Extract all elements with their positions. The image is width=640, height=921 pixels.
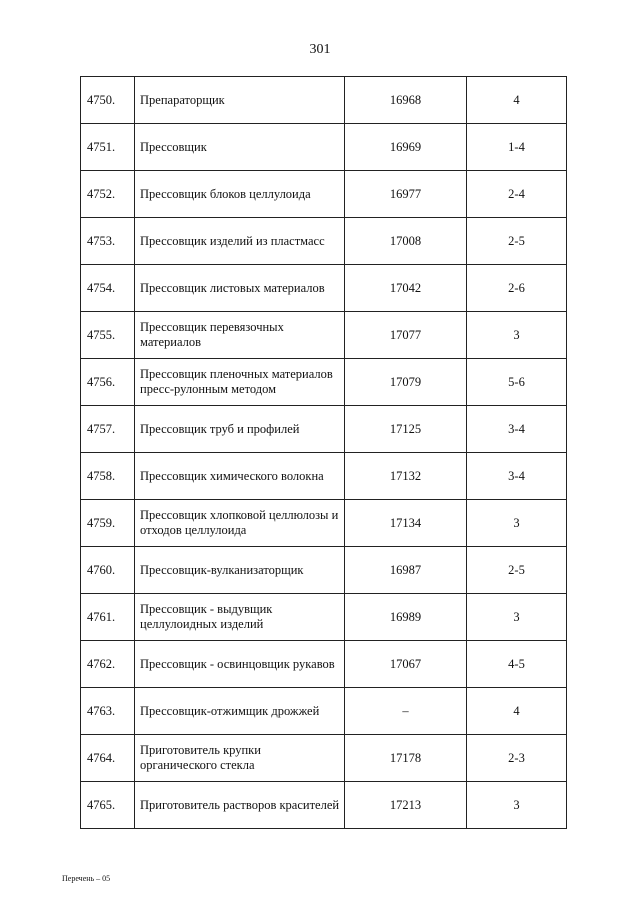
grade-range-cell: 2-5 [467,218,567,265]
profession-code-cell: 16977 [345,171,467,218]
profession-name-cell: Прессовщик изделий из пластмасс [135,218,345,265]
row-number-cell: 4759. [81,500,135,547]
profession-code-cell: 16989 [345,594,467,641]
profession-code-cell: 17125 [345,406,467,453]
row-number-cell: 4754. [81,265,135,312]
profession-name-cell: Прессовщик - выдувщик целлулоидных изделий [135,594,345,641]
table-row [81,265,567,312]
grade-range-cell: 3 [467,782,567,829]
row-number-cell: 4763. [81,688,135,735]
table-row [81,547,567,594]
profession-code-cell: 17213 [345,782,467,829]
row-number-cell: 4753. [81,218,135,265]
row-number-cell: 4750. [81,77,135,124]
table-row [81,688,567,735]
profession-name-cell: Прессовщик труб и профилей [135,406,345,453]
grade-range-cell: 3-4 [467,406,567,453]
table-row [81,218,567,265]
row-number-cell: 4756. [81,359,135,406]
grade-range-cell: 3-4 [467,453,567,500]
row-number-cell: 4761. [81,594,135,641]
profession-code-cell: 17067 [345,641,467,688]
row-number-cell: 4764. [81,735,135,782]
table-body [81,77,567,829]
grade-range-cell: 4-5 [467,641,567,688]
profession-code-cell: 17077 [345,312,467,359]
profession-code-cell: 16969 [345,124,467,171]
row-number-cell: 4760. [81,547,135,594]
profession-code-cell: 17079 [345,359,467,406]
table-row [81,641,567,688]
grade-range-cell: 1-4 [467,124,567,171]
profession-name-cell: Прессовщик перевязочных материалов [135,312,345,359]
profession-code-cell: – [345,688,467,735]
table-row [81,735,567,782]
profession-code-cell: 17008 [345,218,467,265]
profession-name-cell: Прессовщик хлопковой целлюлозы и отходов целлулоида [135,500,345,547]
table-row [81,359,567,406]
table-row [81,124,567,171]
grade-range-cell: 2-6 [467,265,567,312]
profession-code-cell: 16987 [345,547,467,594]
row-number-cell: 4751. [81,124,135,171]
table-row [81,453,567,500]
table-row [81,77,567,124]
grade-range-cell: 3 [467,594,567,641]
row-number-cell: 4765. [81,782,135,829]
profession-table [80,76,567,829]
row-number-cell: 4752. [81,171,135,218]
grade-range-cell: 3 [467,500,567,547]
grade-range-cell: 2-4 [467,171,567,218]
page-number: 301 [309,42,331,57]
profession-name-cell: Прессовщик [135,124,345,171]
grade-range-cell: 4 [467,77,567,124]
grade-range-cell: 2-3 [467,735,567,782]
row-number-cell: 4757. [81,406,135,453]
profession-name-cell: Приготовитель растворов красителей [135,782,345,829]
profession-name-cell: Прессовщик химического волокна [135,453,345,500]
profession-name-cell: Прессовщик блоков целлулоида [135,171,345,218]
row-number-cell: 4755. [81,312,135,359]
footer-note: Перечень – 05 [62,874,111,883]
grade-range-cell: 2-5 [467,547,567,594]
table-row [81,500,567,547]
profession-name-cell: Приготовитель крупки органического стекла [135,735,345,782]
table-row [81,171,567,218]
grade-range-cell: 4 [467,688,567,735]
table-row [81,312,567,359]
profession-code-cell: 17178 [345,735,467,782]
row-number-cell: 4762. [81,641,135,688]
profession-name-cell: Препараторщик [135,77,345,124]
table-row [81,782,567,829]
profession-code-cell: 16968 [345,77,467,124]
profession-name-cell: Прессовщик пленочных материалов пресс-рулонным методом [135,359,345,406]
profession-name-cell: Прессовщик-отжимщик дрожжей [135,688,345,735]
profession-name-cell: Прессовщик-вулканизаторщик [135,547,345,594]
grade-range-cell: 3 [467,312,567,359]
profession-name-cell: Прессовщик листовых материалов [135,265,345,312]
table-row [81,594,567,641]
profession-name-cell: Прессовщик - освинцовщик рукавов [135,641,345,688]
profession-code-cell: 17134 [345,500,467,547]
row-number-cell: 4758. [81,453,135,500]
profession-code-cell: 17132 [345,453,467,500]
table-row [81,406,567,453]
grade-range-cell: 5-6 [467,359,567,406]
profession-code-cell: 17042 [345,265,467,312]
